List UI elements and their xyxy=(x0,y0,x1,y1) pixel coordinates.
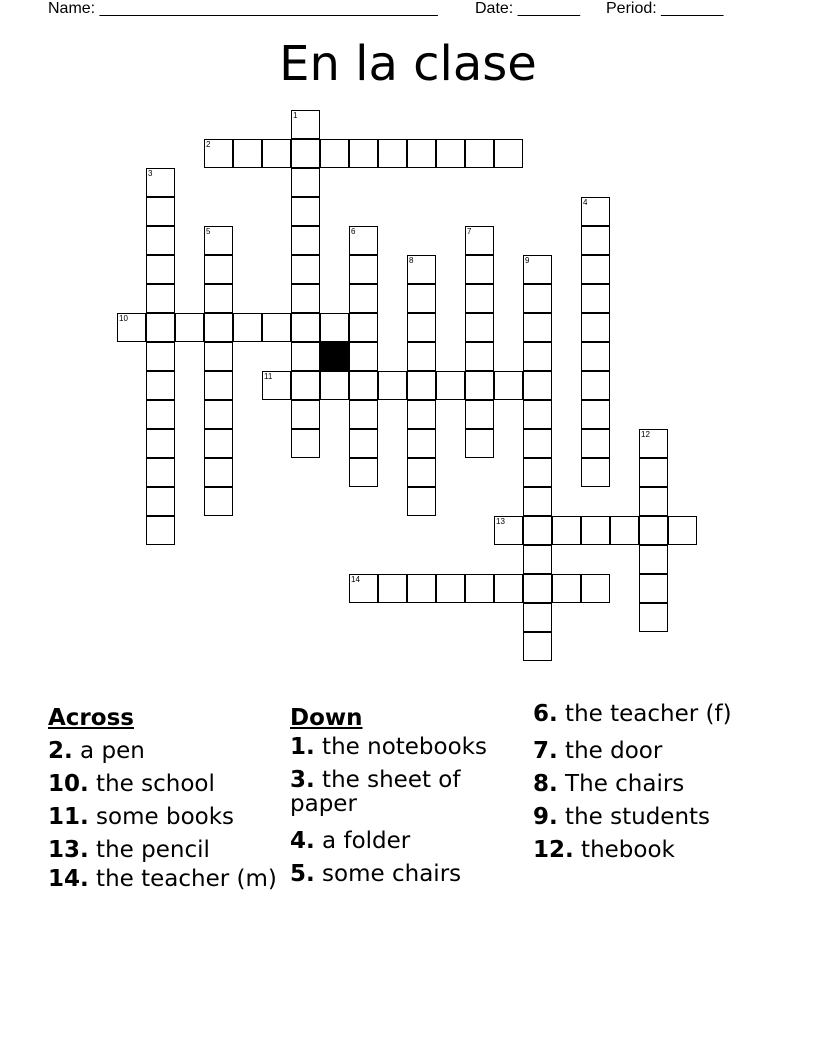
clue-down-8: 8. The chairs xyxy=(533,771,685,797)
crossword-cell[interactable] xyxy=(494,574,523,603)
crossword-cell[interactable] xyxy=(465,429,494,458)
crossword-cell[interactable] xyxy=(639,516,668,545)
clue-number-12: 12 xyxy=(641,430,650,439)
crossword-cell[interactable] xyxy=(465,400,494,429)
crossword-cell[interactable] xyxy=(494,139,523,168)
crossword-cell[interactable] xyxy=(581,429,610,458)
crossword-cell[interactable] xyxy=(204,284,233,313)
clue-across-2: 2. a pen xyxy=(48,738,145,764)
crossword-cell[interactable] xyxy=(291,429,320,458)
crossword-cell[interactable] xyxy=(146,342,175,371)
crossword-cell[interactable] xyxy=(465,313,494,342)
crossword-cell[interactable] xyxy=(291,313,320,342)
crossword-cell[interactable] xyxy=(610,516,639,545)
crossword-cell[interactable] xyxy=(407,313,436,342)
crossword-cell[interactable] xyxy=(523,603,552,632)
clue-down-7: 7. the door xyxy=(533,738,663,764)
clue-down-6: 6. the teacher (f) xyxy=(533,701,732,727)
crossword-cell[interactable] xyxy=(204,487,233,516)
clue-down-3: 3. the sheet of paper xyxy=(290,767,461,817)
crossword-cell[interactable] xyxy=(146,429,175,458)
clue-across-14: 14. the teacher (m) xyxy=(48,866,277,892)
crossword-cell[interactable] xyxy=(320,313,349,342)
name-field[interactable]: Name: ______________________________________ xyxy=(48,0,438,17)
clue-number-4: 4 xyxy=(583,198,588,207)
page-title: En la clase xyxy=(279,36,537,92)
crossword-cell[interactable] xyxy=(349,255,378,284)
crossword-cell[interactable] xyxy=(146,371,175,400)
crossword-cell[interactable] xyxy=(349,371,378,400)
crossword-cell[interactable] xyxy=(465,371,494,400)
date-field[interactable]: Date: _______ xyxy=(475,0,580,17)
clue-across-11: 11. some books xyxy=(48,804,235,830)
crossword-cell[interactable] xyxy=(639,545,668,574)
crossword-cell[interactable] xyxy=(291,342,320,371)
clue-across-10: 10. the school xyxy=(48,771,215,797)
crossword-cell[interactable] xyxy=(581,284,610,313)
crossword-cell[interactable] xyxy=(146,400,175,429)
clue-number-7: 7 xyxy=(467,227,472,236)
crossword-cell[interactable] xyxy=(146,226,175,255)
crossword-cell[interactable] xyxy=(407,139,436,168)
clue-number-6: 6 xyxy=(351,227,356,236)
crossword-cell[interactable] xyxy=(146,197,175,226)
clue-number-11: 11 xyxy=(264,372,273,381)
clue-down-1: 1. the notebooks xyxy=(290,734,487,760)
clue-down-12: 12. thebook xyxy=(533,837,675,863)
clue-number-3: 3 xyxy=(148,169,153,178)
clue-number-2: 2 xyxy=(206,140,211,149)
crossword-cell[interactable] xyxy=(320,371,349,400)
crossword-cell[interactable] xyxy=(552,516,581,545)
crossword-cell[interactable] xyxy=(523,284,552,313)
crossword-cell[interactable] xyxy=(291,255,320,284)
clue-number-5: 5 xyxy=(206,227,211,236)
crossword-cell[interactable] xyxy=(581,516,610,545)
crossword-cell[interactable] xyxy=(320,139,349,168)
crossword-cell[interactable] xyxy=(465,139,494,168)
clue-number-10: 10 xyxy=(119,314,128,323)
clue-down-9: 9. the students xyxy=(533,804,711,830)
clue-down-4: 4. a folder xyxy=(290,828,411,854)
clue-number-1: 1 xyxy=(293,111,298,120)
crossword-cell[interactable] xyxy=(291,371,320,400)
crossword-cell[interactable] xyxy=(668,516,697,545)
crossword-cell[interactable] xyxy=(465,342,494,371)
clue-number-8: 8 xyxy=(409,256,414,265)
down-heading: Down xyxy=(290,705,363,731)
crossword-cell[interactable] xyxy=(523,632,552,661)
clue-number-13: 13 xyxy=(496,517,505,526)
crossword-cell[interactable] xyxy=(523,371,552,400)
crossword-cell[interactable] xyxy=(204,255,233,284)
crossword-cell[interactable] xyxy=(349,342,378,371)
crossword-cell[interactable] xyxy=(407,400,436,429)
crossword-cell[interactable] xyxy=(349,400,378,429)
crossword-cell[interactable] xyxy=(581,574,610,603)
across-clues xyxy=(48,702,278,900)
crossword-cell[interactable] xyxy=(349,139,378,168)
crossword-cell[interactable] xyxy=(291,226,320,255)
crossword-cell[interactable] xyxy=(291,400,320,429)
crossword-cell[interactable] xyxy=(291,139,320,168)
crossword-cell[interactable] xyxy=(349,458,378,487)
crossword-cell[interactable] xyxy=(523,313,552,342)
period-field[interactable]: Period: _______ xyxy=(606,0,724,17)
crossword-cell[interactable] xyxy=(436,139,465,168)
clue-number-9: 9 xyxy=(525,256,530,265)
crossword-cell[interactable] xyxy=(639,458,668,487)
crossword-cell[interactable] xyxy=(262,139,291,168)
crossword-cell[interactable] xyxy=(523,574,552,603)
crossword-cell[interactable] xyxy=(523,342,552,371)
crossword-cell[interactable] xyxy=(494,371,523,400)
crossword-cell[interactable] xyxy=(581,458,610,487)
crossword-cell[interactable] xyxy=(523,429,552,458)
crossword-cell[interactable] xyxy=(233,313,262,342)
crossword-cell[interactable] xyxy=(465,574,494,603)
crossword-cell[interactable] xyxy=(407,487,436,516)
crossword-cell[interactable] xyxy=(407,429,436,458)
crossword-cell[interactable] xyxy=(523,545,552,574)
crossword-cell[interactable] xyxy=(639,574,668,603)
crossword-cell[interactable] xyxy=(349,284,378,313)
crossword-cell[interactable] xyxy=(581,226,610,255)
clue-down-5: 5. some chairs xyxy=(290,861,462,887)
crossword-cell[interactable] xyxy=(581,342,610,371)
crossword-cell[interactable] xyxy=(291,284,320,313)
crossword-cell[interactable] xyxy=(581,255,610,284)
crossword-cell[interactable] xyxy=(581,371,610,400)
crossword-cell[interactable] xyxy=(291,197,320,226)
crossword-cell[interactable] xyxy=(204,400,233,429)
crossword-cell[interactable] xyxy=(175,313,204,342)
crossword-cell[interactable] xyxy=(233,139,262,168)
crossword-cell[interactable] xyxy=(146,516,175,545)
across-heading: Across xyxy=(48,705,134,731)
crossword-cell[interactable] xyxy=(523,516,552,545)
crossword-cell[interactable] xyxy=(552,574,581,603)
crossword-cell[interactable] xyxy=(581,313,610,342)
crossword-cell[interactable] xyxy=(378,371,407,400)
crossword-cell[interactable] xyxy=(146,284,175,313)
crossword-cell[interactable] xyxy=(204,429,233,458)
crossword-cell[interactable] xyxy=(262,313,291,342)
down-clues-col-2 xyxy=(533,702,773,867)
crossword-cell[interactable] xyxy=(378,139,407,168)
crossword-cell[interactable] xyxy=(465,255,494,284)
crossword-cell[interactable] xyxy=(639,603,668,632)
crossword-cell[interactable] xyxy=(436,371,465,400)
crossword-cell[interactable] xyxy=(407,342,436,371)
crossword-cell[interactable] xyxy=(407,284,436,313)
down-clues-col-1 xyxy=(290,702,505,891)
crossword-cell[interactable] xyxy=(349,429,378,458)
crossword-cell[interactable] xyxy=(523,400,552,429)
crossword-cell[interactable] xyxy=(146,313,175,342)
crossword-cell[interactable] xyxy=(436,574,465,603)
crossword-cell[interactable] xyxy=(204,313,233,342)
crossword-cell[interactable] xyxy=(204,458,233,487)
crossword-cell[interactable] xyxy=(523,487,552,516)
crossword-cell[interactable] xyxy=(146,458,175,487)
crossword-cell[interactable] xyxy=(581,400,610,429)
crossword-cell[interactable] xyxy=(407,458,436,487)
crossword-cell[interactable] xyxy=(349,313,378,342)
crossword-cell[interactable] xyxy=(291,168,320,197)
crossword-cell[interactable] xyxy=(465,284,494,313)
crossword-cell[interactable] xyxy=(407,574,436,603)
crossword-cell[interactable] xyxy=(204,342,233,371)
crossword-cell[interactable] xyxy=(407,371,436,400)
crossword-cell[interactable] xyxy=(146,255,175,284)
crossword-cell[interactable] xyxy=(639,487,668,516)
black-cell xyxy=(320,342,349,371)
crossword-cell[interactable] xyxy=(146,487,175,516)
crossword-cell[interactable] xyxy=(204,371,233,400)
clue-across-13: 13. the pencil xyxy=(48,837,210,863)
clue-number-14: 14 xyxy=(351,575,360,584)
crossword-cell[interactable] xyxy=(378,574,407,603)
crossword-cell[interactable] xyxy=(523,458,552,487)
